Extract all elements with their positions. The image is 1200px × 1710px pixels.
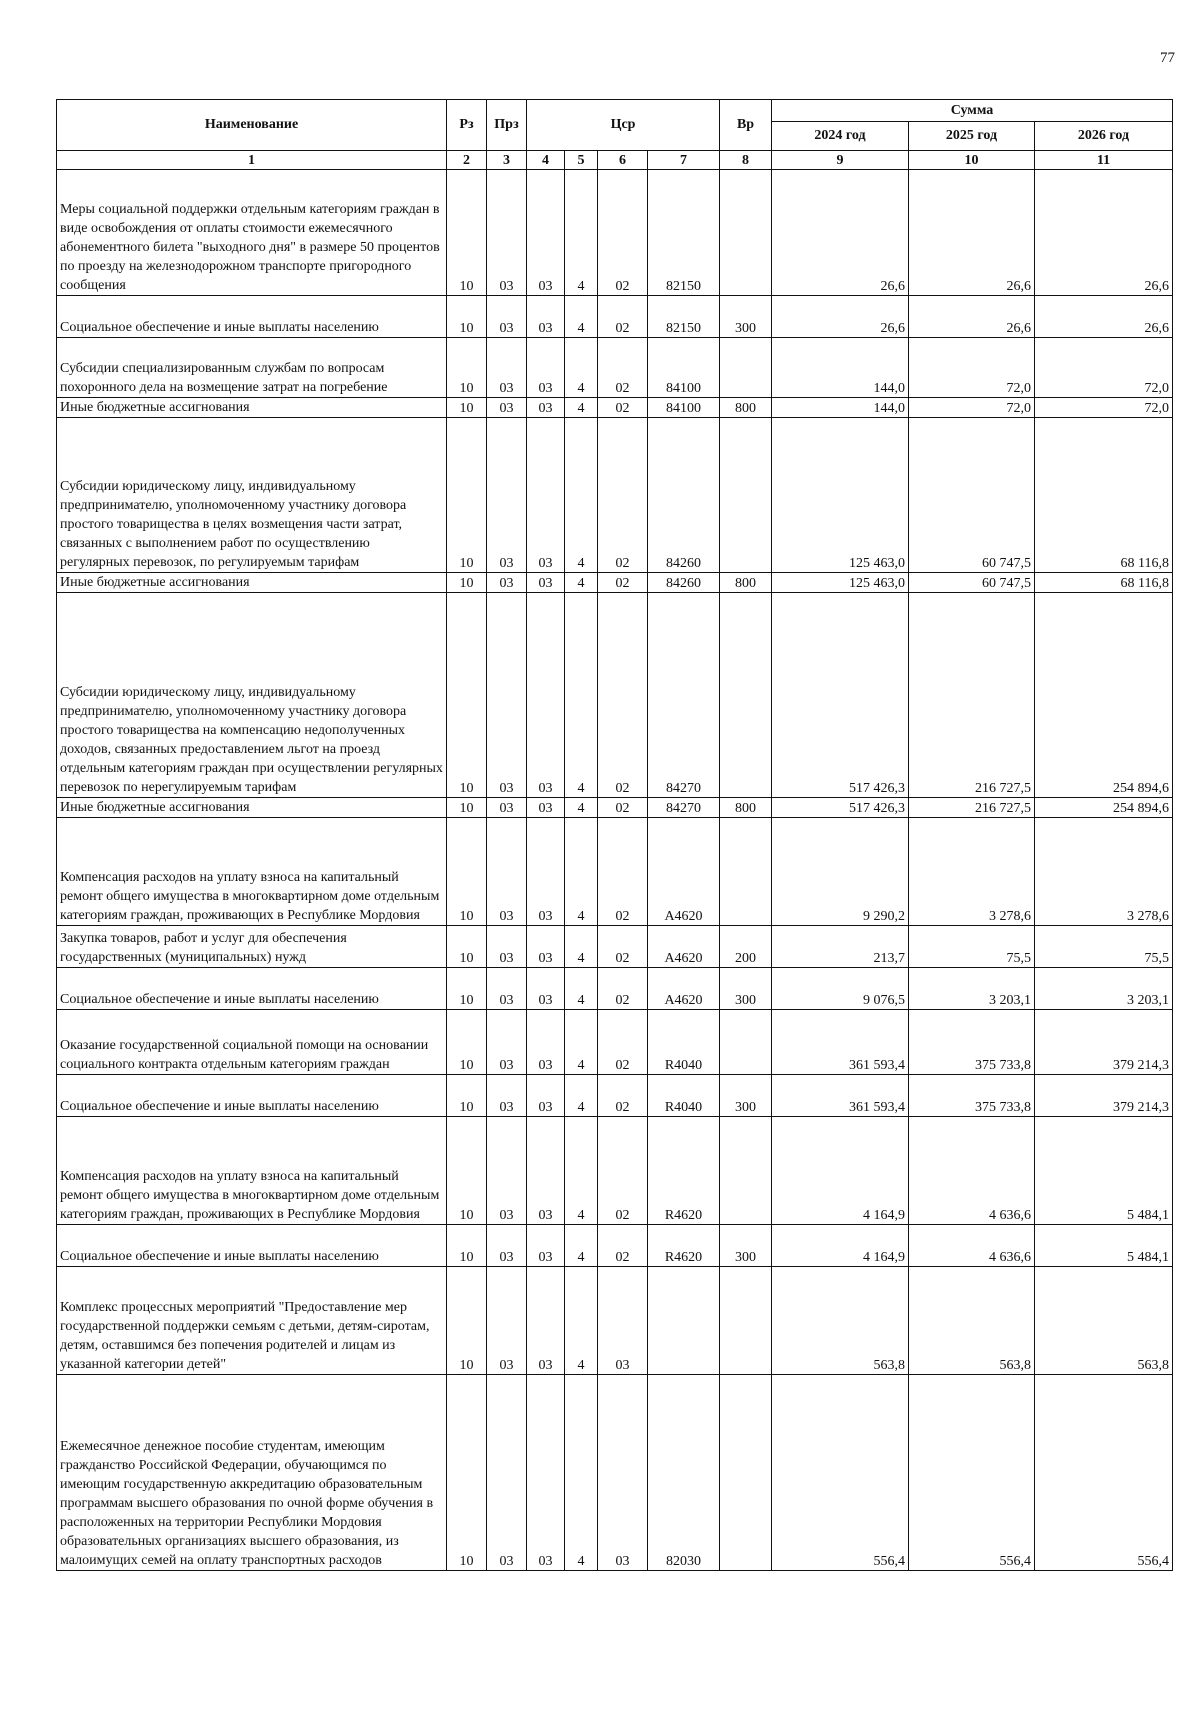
row-name: Компенсация расходов на уплату взноса на капитальный ремонт общего имущества в многоквартирном доме отдельным категориям граждан, проживающих в Республике Мордовия	[57, 818, 447, 926]
row-rz: 10	[447, 968, 487, 1010]
table-row	[57, 926, 1173, 968]
row-name: Социальное обеспечение и иные выплаты населению	[57, 1075, 447, 1117]
row-name: Субсидии специализированным службам по вопросам похоронного дела на возмещение затрат на погребение	[57, 338, 447, 398]
row-tsr-code	[648, 1267, 720, 1375]
row-tsr-code: 82030	[648, 1375, 720, 1571]
row-vr: 200	[720, 926, 772, 968]
row-tsr-part2: 4	[565, 1267, 598, 1375]
row-tsr-part2: 4	[565, 418, 598, 573]
row-name: Иные бюджетные ассигнования	[57, 798, 447, 818]
row-vr	[720, 1010, 772, 1075]
row-tsr-part1: 03	[527, 818, 565, 926]
row-rz: 10	[447, 798, 487, 818]
row-prz: 03	[487, 1375, 527, 1571]
table-row	[57, 296, 1173, 338]
row-amount-2024: 144,0	[772, 398, 909, 418]
row-amount-2025: 60 747,5	[909, 418, 1035, 573]
row-amount-2024: 9 290,2	[772, 818, 909, 926]
row-tsr-part3: 03	[598, 1375, 648, 1571]
row-vr: 800	[720, 798, 772, 818]
row-tsr-part1: 03	[527, 926, 565, 968]
row-tsr-code: 84270	[648, 798, 720, 818]
col-number: 9	[772, 151, 909, 170]
row-amount-2026: 563,8	[1035, 1267, 1173, 1375]
row-tsr-code: 84260	[648, 418, 720, 573]
table-row	[57, 398, 1173, 418]
row-vr: 300	[720, 296, 772, 338]
row-tsr-part2: 4	[565, 1117, 598, 1225]
row-rz: 10	[447, 418, 487, 573]
row-name: Иные бюджетные ассигнования	[57, 398, 447, 418]
row-tsr-part2: 4	[565, 818, 598, 926]
table-row	[57, 1010, 1173, 1075]
row-vr: 800	[720, 398, 772, 418]
row-tsr-part1: 03	[527, 418, 565, 573]
row-prz: 03	[487, 573, 527, 593]
row-tsr-part1: 03	[527, 573, 565, 593]
row-vr	[720, 1267, 772, 1375]
header-vr: Вр	[720, 100, 772, 151]
row-tsr-part1: 03	[527, 1267, 565, 1375]
row-prz: 03	[487, 1267, 527, 1375]
row-tsr-part3: 02	[598, 418, 648, 573]
row-amount-2026: 5 484,1	[1035, 1117, 1173, 1225]
row-amount-2026: 75,5	[1035, 926, 1173, 968]
row-rz: 10	[447, 1375, 487, 1571]
row-rz: 10	[447, 1225, 487, 1267]
col-number: 8	[720, 151, 772, 170]
row-tsr-part1: 03	[527, 798, 565, 818]
row-tsr-part3: 03	[598, 1267, 648, 1375]
row-tsr-code: R4040	[648, 1075, 720, 1117]
row-rz: 10	[447, 1075, 487, 1117]
row-prz: 03	[487, 1117, 527, 1225]
row-amount-2025: 3 278,6	[909, 818, 1035, 926]
row-amount-2025: 375 733,8	[909, 1075, 1035, 1117]
row-tsr-part2: 4	[565, 968, 598, 1010]
row-name: Социальное обеспечение и иные выплаты населению	[57, 296, 447, 338]
row-tsr-part3: 02	[598, 1225, 648, 1267]
row-name: Меры социальной поддержки отдельным категориям граждан в виде освобождения от оплаты стоимости ежемесячного абонементного билета "выходного дня" в размере 50 процентов по проезду на железнодорожном транспорте пригородного сообщения	[57, 170, 447, 296]
row-amount-2025: 216 727,5	[909, 798, 1035, 818]
row-amount-2026: 3 203,1	[1035, 968, 1173, 1010]
row-amount-2024: 26,6	[772, 296, 909, 338]
row-amount-2024: 361 593,4	[772, 1075, 909, 1117]
row-amount-2025: 556,4	[909, 1375, 1035, 1571]
row-tsr-code: 84270	[648, 593, 720, 798]
row-name: Комплекс процессных мероприятий "Предоставление мер государственной поддержки семьям с детьми, детям-сиротам, детям, оставшимся без попечения родителей и лицам из указанной категории детей"	[57, 1267, 447, 1375]
col-number: 2	[447, 151, 487, 170]
header-rz: Рз	[447, 100, 487, 151]
row-vr	[720, 338, 772, 398]
header-prz: Прз	[487, 100, 527, 151]
row-amount-2026: 68 116,8	[1035, 418, 1173, 573]
row-prz: 03	[487, 1010, 527, 1075]
header-year-2024: 2024 год	[772, 122, 909, 151]
row-vr: 800	[720, 573, 772, 593]
row-amount-2024: 9 076,5	[772, 968, 909, 1010]
row-rz: 10	[447, 338, 487, 398]
header-summa: Сумма	[772, 100, 1173, 122]
row-tsr-part1: 03	[527, 338, 565, 398]
row-rz: 10	[447, 1267, 487, 1375]
table-row	[57, 1267, 1173, 1375]
col-number: 11	[1035, 151, 1173, 170]
row-rz: 10	[447, 1117, 487, 1225]
header-year-2025: 2025 год	[909, 122, 1035, 151]
row-amount-2025: 72,0	[909, 338, 1035, 398]
row-name: Социальное обеспечение и иные выплаты населению	[57, 1225, 447, 1267]
row-rz: 10	[447, 818, 487, 926]
row-tsr-part1: 03	[527, 1225, 565, 1267]
row-tsr-code: R4040	[648, 1010, 720, 1075]
col-number: 3	[487, 151, 527, 170]
row-tsr-code: 84100	[648, 338, 720, 398]
row-amount-2025: 563,8	[909, 1267, 1035, 1375]
row-amount-2025: 375 733,8	[909, 1010, 1035, 1075]
row-name: Субсидии юридическому лицу, индивидуальному предпринимателю, уполномоченному участнику договора простого товарищества в целях возмещения части затрат, связанных с выполнением работ по осуществлению регулярных перевозок, по регулируемым тарифам	[57, 418, 447, 573]
row-tsr-part1: 03	[527, 1010, 565, 1075]
table-row	[57, 338, 1173, 398]
row-tsr-part3: 02	[598, 1075, 648, 1117]
row-prz: 03	[487, 926, 527, 968]
row-name: Закупка товаров, работ и услуг для обеспечения государственных (муниципальных) нужд	[57, 926, 447, 968]
row-tsr-code: R4620	[648, 1117, 720, 1225]
row-vr	[720, 593, 772, 798]
row-amount-2025: 75,5	[909, 926, 1035, 968]
row-rz: 10	[447, 296, 487, 338]
row-tsr-part1: 03	[527, 398, 565, 418]
row-tsr-part2: 4	[565, 1375, 598, 1571]
row-tsr-part3: 02	[598, 296, 648, 338]
row-tsr-code: 82150	[648, 296, 720, 338]
row-tsr-part1: 03	[527, 968, 565, 1010]
row-tsr-part2: 4	[565, 1225, 598, 1267]
header-tsr: Цср	[527, 100, 720, 151]
row-tsr-part3: 02	[598, 926, 648, 968]
row-tsr-code: 82150	[648, 170, 720, 296]
row-tsr-part3: 02	[598, 1117, 648, 1225]
col-number: 6	[598, 151, 648, 170]
row-tsr-part3: 02	[598, 968, 648, 1010]
row-amount-2024: 4 164,9	[772, 1225, 909, 1267]
row-tsr-part1: 03	[527, 593, 565, 798]
table-row	[57, 573, 1173, 593]
row-amount-2025: 26,6	[909, 170, 1035, 296]
table-row	[57, 418, 1173, 573]
row-rz: 10	[447, 398, 487, 418]
header-year-2026: 2026 год	[1035, 122, 1173, 151]
row-tsr-part2: 4	[565, 338, 598, 398]
table-row	[57, 170, 1173, 296]
row-prz: 03	[487, 418, 527, 573]
row-name: Иные бюджетные ассигнования	[57, 573, 447, 593]
table-row	[57, 968, 1173, 1010]
row-amount-2026: 556,4	[1035, 1375, 1173, 1571]
row-amount-2024: 556,4	[772, 1375, 909, 1571]
row-tsr-part1: 03	[527, 1075, 565, 1117]
row-tsr-part2: 4	[565, 1010, 598, 1075]
row-amount-2025: 4 636,6	[909, 1117, 1035, 1225]
row-tsr-code: 84260	[648, 573, 720, 593]
row-tsr-part1: 03	[527, 170, 565, 296]
row-prz: 03	[487, 1225, 527, 1267]
row-amount-2026: 72,0	[1035, 398, 1173, 418]
row-amount-2024: 361 593,4	[772, 1010, 909, 1075]
row-amount-2026: 3 278,6	[1035, 818, 1173, 926]
row-amount-2024: 4 164,9	[772, 1117, 909, 1225]
col-number: 4	[527, 151, 565, 170]
row-prz: 03	[487, 296, 527, 338]
table-row	[57, 818, 1173, 926]
row-amount-2025: 3 203,1	[909, 968, 1035, 1010]
row-prz: 03	[487, 818, 527, 926]
row-rz: 10	[447, 170, 487, 296]
row-amount-2025: 4 636,6	[909, 1225, 1035, 1267]
row-prz: 03	[487, 338, 527, 398]
col-number: 10	[909, 151, 1035, 170]
row-amount-2026: 26,6	[1035, 296, 1173, 338]
row-amount-2024: 517 426,3	[772, 593, 909, 798]
row-tsr-code: А4620	[648, 968, 720, 1010]
row-name: Ежемесячное денежное пособие студентам, имеющим гражданство Российской Федерации, обучающимся по имеющим государственную аккредитацию образовательным программам высшего образования по очной форме обучения в расположенных на территории Республики Мордовия образовательных организациях высшего образования, из малоимущих семей на оплату транспортных расходов	[57, 1375, 447, 1571]
row-amount-2025: 26,6	[909, 296, 1035, 338]
table-row	[57, 1375, 1173, 1571]
row-tsr-part2: 4	[565, 573, 598, 593]
row-amount-2024: 563,8	[772, 1267, 909, 1375]
row-rz: 10	[447, 926, 487, 968]
row-tsr-code: А4620	[648, 818, 720, 926]
row-amount-2026: 254 894,6	[1035, 798, 1173, 818]
row-prz: 03	[487, 398, 527, 418]
row-amount-2024: 144,0	[772, 338, 909, 398]
row-amount-2025: 60 747,5	[909, 573, 1035, 593]
row-prz: 03	[487, 968, 527, 1010]
row-tsr-part2: 4	[565, 798, 598, 818]
row-rz: 10	[447, 593, 487, 798]
row-vr	[720, 170, 772, 296]
row-amount-2026: 379 214,3	[1035, 1010, 1173, 1075]
row-tsr-part2: 4	[565, 398, 598, 418]
row-amount-2024: 125 463,0	[772, 573, 909, 593]
header-name: Наименование	[57, 100, 447, 151]
row-prz: 03	[487, 170, 527, 296]
row-vr	[720, 418, 772, 573]
row-amount-2026: 68 116,8	[1035, 573, 1173, 593]
row-tsr-part2: 4	[565, 296, 598, 338]
col-number: 1	[57, 151, 447, 170]
table-row	[57, 1117, 1173, 1225]
row-tsr-code: А4620	[648, 926, 720, 968]
row-amount-2026: 379 214,3	[1035, 1075, 1173, 1117]
row-vr	[720, 1375, 772, 1571]
row-amount-2024: 26,6	[772, 170, 909, 296]
row-vr: 300	[720, 1075, 772, 1117]
col-number: 7	[648, 151, 720, 170]
row-vr	[720, 818, 772, 926]
row-tsr-part3: 02	[598, 338, 648, 398]
row-vr	[720, 1117, 772, 1225]
row-tsr-part1: 03	[527, 1117, 565, 1225]
row-amount-2025: 72,0	[909, 398, 1035, 418]
table-row	[57, 1075, 1173, 1117]
row-amount-2024: 125 463,0	[772, 418, 909, 573]
row-rz: 10	[447, 1010, 487, 1075]
table-row	[57, 798, 1173, 818]
row-amount-2024: 213,7	[772, 926, 909, 968]
row-name: Оказание государственной социальной помощи на основании социального контракта отдельным категориям граждан	[57, 1010, 447, 1075]
row-amount-2026: 254 894,6	[1035, 593, 1173, 798]
row-prz: 03	[487, 798, 527, 818]
row-vr: 300	[720, 1225, 772, 1267]
row-name: Субсидии юридическому лицу, индивидуальному предпринимателю, уполномоченному участнику договора простого товарищества на компенсацию недополученных доходов, связанных предоставлением льгот на проезд отдельным категориям граждан при осуществлении регулярных перевозок по нерегулируемым тарифам	[57, 593, 447, 798]
table-row	[57, 1225, 1173, 1267]
row-tsr-code: 84100	[648, 398, 720, 418]
row-name: Компенсация расходов на уплату взноса на капитальный ремонт общего имущества в многоквартирном доме отдельным категориям граждан, проживающих в Республике Мордовия	[57, 1117, 447, 1225]
row-tsr-part3: 02	[598, 170, 648, 296]
row-tsr-part3: 02	[598, 1010, 648, 1075]
row-amount-2026: 72,0	[1035, 338, 1173, 398]
column-number-row	[57, 151, 1173, 170]
row-tsr-part2: 4	[565, 926, 598, 968]
row-prz: 03	[487, 593, 527, 798]
row-tsr-part3: 02	[598, 398, 648, 418]
row-tsr-part1: 03	[527, 296, 565, 338]
row-tsr-part3: 02	[598, 573, 648, 593]
col-number: 5	[565, 151, 598, 170]
row-amount-2026: 5 484,1	[1035, 1225, 1173, 1267]
row-tsr-part3: 02	[598, 818, 648, 926]
page-number: 77	[1160, 50, 1175, 66]
row-tsr-part1: 03	[527, 1375, 565, 1571]
row-prz: 03	[487, 1075, 527, 1117]
row-amount-2024: 517 426,3	[772, 798, 909, 818]
row-tsr-part2: 4	[565, 170, 598, 296]
row-rz: 10	[447, 573, 487, 593]
row-amount-2026: 26,6	[1035, 170, 1173, 296]
budget-table	[56, 99, 1173, 1571]
row-amount-2025: 216 727,5	[909, 593, 1035, 798]
row-tsr-part2: 4	[565, 1075, 598, 1117]
row-name: Социальное обеспечение и иные выплаты населению	[57, 968, 447, 1010]
row-tsr-part3: 02	[598, 798, 648, 818]
row-vr: 300	[720, 968, 772, 1010]
row-tsr-part3: 02	[598, 593, 648, 798]
table-row	[57, 593, 1173, 798]
row-tsr-code: R4620	[648, 1225, 720, 1267]
row-tsr-part2: 4	[565, 593, 598, 798]
